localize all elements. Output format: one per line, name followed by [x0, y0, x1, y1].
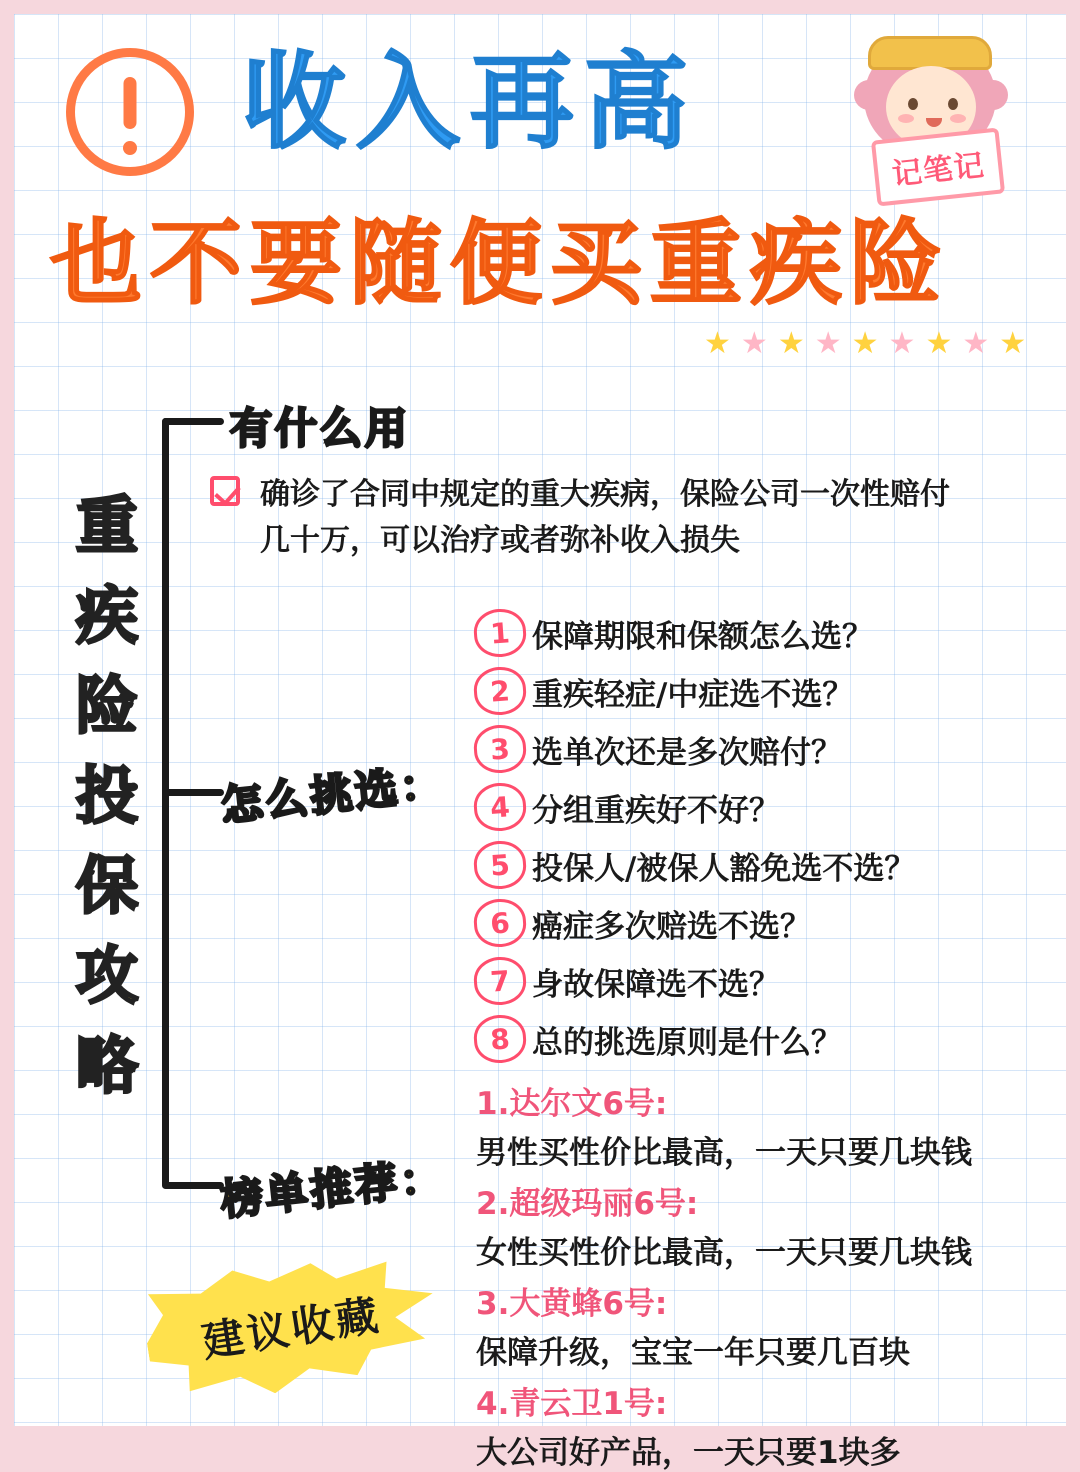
exclamation-icon: [66, 48, 194, 176]
question-list: [474, 604, 1034, 1068]
question-text: 选单次还是多次赔付？: [532, 734, 842, 771]
star-divider: [704, 326, 1034, 362]
girl-cheek-right: [950, 114, 966, 123]
star-icon: ★: [777, 327, 805, 360]
girl-headband: [868, 36, 992, 70]
star-icon: ★: [888, 327, 916, 360]
title-line-1: 收入再高: [242, 41, 699, 163]
star-icon: ★: [814, 327, 842, 360]
bracket-vertical: [162, 418, 169, 1188]
recommendation-desc: 女性买性价比最高，一天只要几块钱: [476, 1235, 972, 1271]
usage-description: 确诊了合同中规定的重大疾病，保险公司一次性赔付几十万，可以治疗或者弥补收入损失: [260, 477, 950, 558]
save-badge: [146, 1262, 436, 1390]
list-item: [474, 720, 1034, 778]
section-heading-howto: 怎么挑选：: [218, 758, 448, 831]
girl-eye-left: [908, 98, 918, 110]
star-icon: ★: [925, 327, 953, 360]
vertical-title-char: 疾: [75, 579, 138, 652]
bracket-branch-ranking: [162, 1182, 224, 1189]
question-number: 6: [472, 897, 527, 949]
recommendation-name: 3.大黄蜂6号:: [476, 1286, 668, 1322]
recommendation-desc: 保障升级，宝宝一年只要几百块: [476, 1335, 910, 1371]
vertical-title-char: 险: [75, 669, 138, 742]
star-icon: ★: [704, 327, 731, 360]
save-badge-text: 建议收藏: [198, 1290, 385, 1367]
note-sticker-text: 记笔记: [890, 148, 987, 193]
girl-bun-left: [854, 80, 884, 110]
recommendation-name: 4.青云卫1号:: [476, 1386, 668, 1422]
list-item: [474, 1010, 1034, 1068]
question-text: 分组重疾好不好？: [532, 792, 780, 829]
list-item: [474, 836, 1034, 894]
recommendation-name: 1.达尔文6号:: [476, 1086, 668, 1122]
vertical-title: [62, 482, 152, 1112]
note-sticker-label: [871, 127, 1005, 206]
question-number: 2: [472, 665, 527, 717]
girl-eye-right: [948, 98, 958, 110]
recommendation-desc: 男性买性价比最高，一天只要几块钱: [476, 1135, 972, 1171]
bracket-branch-usage: [162, 418, 224, 425]
checkbox-icon: [210, 476, 240, 506]
vertical-title-char: 略: [75, 1029, 138, 1102]
list-item: [474, 662, 1034, 720]
question-text: 癌症多次赔选不选？: [532, 908, 811, 945]
title-line-2: 也不要随便买重疾险: [50, 210, 951, 317]
question-number: 8: [472, 1013, 527, 1065]
question-text: 总的挑选原则是什么？: [532, 1024, 842, 1061]
bracket-branch-howto: [162, 789, 224, 796]
recommendation-name: 2.超级玛丽6号:: [476, 1186, 699, 1222]
girl-cheek-left: [898, 114, 914, 123]
vertical-title-char: 攻: [75, 939, 138, 1012]
section-heading-ranking: 榜单推荐：: [218, 1152, 448, 1225]
star-icon: ★: [740, 327, 768, 360]
note-page: [14, 14, 1066, 1471]
question-number: 1: [472, 607, 527, 659]
girl-bun-right: [978, 80, 1008, 110]
recommendation-desc: 大公司好产品，一天只要1块多: [476, 1435, 901, 1471]
question-number: 7: [472, 955, 527, 1007]
header: [14, 14, 1066, 360]
star-icon: ★: [999, 327, 1027, 360]
recommendation-list: [476, 1072, 1036, 1472]
question-text: 身故保障选不选？: [532, 966, 780, 1003]
vertical-title-char: 保: [75, 849, 138, 922]
star-icon: ★: [851, 327, 879, 360]
list-item: [474, 952, 1034, 1010]
star-icon: ★: [962, 327, 990, 360]
list-item: [474, 894, 1034, 952]
question-number: 4: [472, 781, 527, 833]
section-heading-usage: 有什么用: [230, 404, 411, 453]
question-number: 5: [472, 839, 527, 891]
question-text: 投保人/被保人豁免选不选？: [532, 850, 916, 887]
list-item: [474, 778, 1034, 836]
vertical-title-char: 重: [75, 489, 138, 562]
question-number: 3: [472, 723, 527, 775]
vertical-title-char: 投: [75, 759, 138, 832]
question-text: 重疾轻症/中症选不选？: [532, 676, 854, 713]
girl-sticker: [850, 22, 1010, 202]
question-text: 保障期限和保额怎么选？: [532, 618, 873, 655]
list-item: [474, 604, 1034, 662]
